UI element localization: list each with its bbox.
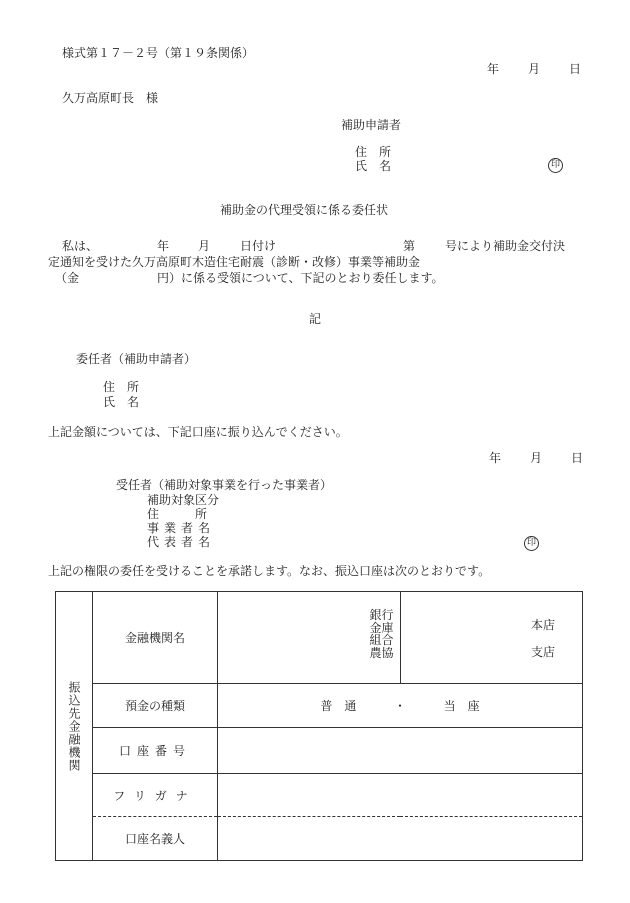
institution-name-cell <box>218 592 400 684</box>
date-top-year: 年 <box>487 62 500 76</box>
delegate-seal-icon: 印 <box>524 536 539 551</box>
body-lead: 私は、 <box>62 239 99 253</box>
body-line2: 定通知を受けた久万高原町木造住宅耐震（診断・改修）事業等補助金 <box>48 255 421 269</box>
applicant-name-label: 氏 名 <box>355 159 392 173</box>
delegate-title: 受任者（補助対象事業を行った事業者） <box>116 478 333 492</box>
applicant-address-label: 住 所 <box>355 145 392 159</box>
deposit-type-row <box>56 684 583 728</box>
institution-type-bank: 銀行 <box>369 608 394 622</box>
furigana-label: フリガナ <box>93 774 218 817</box>
bank-table <box>55 591 583 861</box>
institution-types <box>369 609 393 659</box>
delegator-title: 委任者（補助申請者） <box>76 352 197 366</box>
institution-type-kumiai: 組合 <box>369 633 394 647</box>
holder-row <box>56 817 583 861</box>
addressee: 久万高原町長 様 <box>62 91 159 105</box>
date-mid-day: 日 <box>571 451 584 465</box>
holder-label: 口座名義人 <box>93 817 218 861</box>
form-number: 様式第１７－２号（第１９条関係） <box>62 46 255 60</box>
body-number-suffix: 号により補助金交付決 <box>445 239 566 253</box>
body-line3-open: （金 <box>55 271 80 285</box>
ki-heading: 記 <box>309 312 322 326</box>
branch-sub: 支店 <box>530 645 555 659</box>
date-mid-month: 月 <box>530 451 543 465</box>
applicant-seal-icon: 印 <box>548 158 563 173</box>
deposit-type-options <box>218 684 583 728</box>
body-year: 年 <box>157 239 170 253</box>
transfer-request: 上記金額については、下記口座に振り込んでください。 <box>48 425 348 439</box>
institution-type-nokyo: 農協 <box>369 645 394 660</box>
branch-main: 本店 <box>530 618 555 632</box>
body-day-suffix: 日付け <box>240 239 277 253</box>
furigana-row <box>56 774 583 817</box>
delegate-business-name-label: 事業者名 <box>147 521 216 535</box>
furigana-value <box>218 774 583 817</box>
delegator-address-label: 住 所 <box>103 380 140 394</box>
body-number-prefix: 第 <box>403 239 416 253</box>
institution-type-shinkin: 金庫 <box>369 620 394 635</box>
account-number-value <box>218 728 583 774</box>
side-header: 振込先金融機関 <box>67 680 81 772</box>
delegate-category-label: 補助対象区分 <box>147 493 220 507</box>
date-mid-year: 年 <box>489 451 502 465</box>
institution-row <box>56 592 583 684</box>
account-number-label: 口座番号 <box>93 728 218 774</box>
body-month: 月 <box>198 239 211 253</box>
institution-label: 金融機関名 <box>93 592 218 684</box>
delegator-name-label: 氏 名 <box>103 395 140 409</box>
applicant-title: 補助申請者 <box>341 118 402 132</box>
body-line3-close: 円）に係る受領について、下記のとおり委任します。 <box>157 271 444 285</box>
date-top-month: 月 <box>528 62 541 76</box>
branch-cell <box>400 592 583 684</box>
acceptance-text: 上記の権限の委任を受けることを承諾します。なお、振込口座は次のとおりです。 <box>48 564 491 578</box>
deposit-option-separator: ・ <box>393 699 406 713</box>
side-header-cell <box>56 592 93 861</box>
holder-value <box>218 817 583 861</box>
delegate-address-label: 住 所 <box>147 507 208 521</box>
delegate-representative-label: 代表者名 <box>147 535 216 549</box>
account-number-row <box>56 728 583 774</box>
date-top-day: 日 <box>569 62 582 76</box>
deposit-type-label: 預金の種類 <box>93 684 218 728</box>
document-title: 補助金の代理受領に係る委任状 <box>220 203 389 217</box>
deposit-option-current: 当 座 <box>443 699 480 713</box>
deposit-option-ordinary: 普 通 <box>320 699 357 713</box>
